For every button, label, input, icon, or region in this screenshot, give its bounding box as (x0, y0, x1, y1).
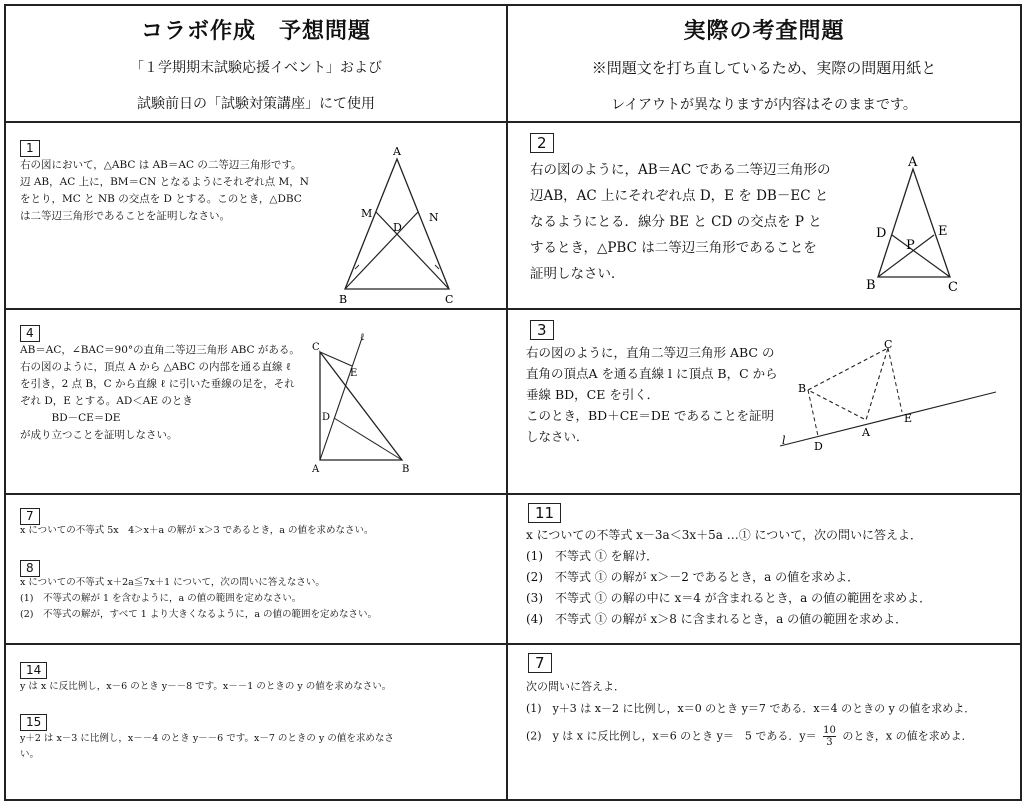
problem-text: 右の図のように，直角二等辺三角形 ABC の 直角の頂点A を通る直線 l に頂点 B，C から 垂線 BD，CE を引く． このとき，BD＋CE＝DE であることを証明 しなさい． (526, 345, 778, 444)
header-left-title: コラボ作成 予想問題 (140, 19, 371, 44)
problem-text-a: y は x に反比例し，x－6 のとき y－－8 です。x－－1 のときの y の値を求めなさい。 (20, 681, 392, 692)
problem-number: 4 (20, 325, 40, 342)
problem-number: 7 (528, 653, 552, 673)
problem-number-b: 8 (20, 560, 40, 577)
header-right-cell (507, 5, 1021, 122)
line-l-label: ℓ (360, 332, 365, 343)
comparison-table (4, 4, 1022, 801)
point-d-label: D (322, 412, 331, 423)
fraction-denominator: 3 (826, 737, 833, 748)
row4-left-cell (5, 644, 507, 800)
point-e-label: E (350, 368, 358, 379)
problem-text-a: x についての不等式 5x 4＞x＋a の解が x＞3 であるとき，a の値を求めなさい。 (20, 525, 374, 536)
question-2 (526, 725, 1016, 748)
problem-intro: 次の問いに答えよ． (526, 680, 625, 693)
point-p-label: P (906, 238, 915, 253)
problem-text: 右の図のように，AB＝AC である二等辺三角形の 辺AB，AC 上にそれぞれ点 D，E を DB－EC と なるようにとる．線分 BE と CD の交点を P と するとき，△PBC は二等辺三角形であることを 証明しなさい． (530, 162, 831, 282)
problem-number: 2 (530, 133, 554, 153)
point-e-label: E (904, 412, 913, 425)
vertex-a-label: A (862, 426, 870, 439)
line-l-label: l (782, 434, 786, 447)
vertex-c-label: C (445, 293, 454, 306)
triangle-figure (858, 157, 968, 297)
question-1: (1) y＋3 は x－2 に比例し，x＝0 のとき y＝7 である．x＝4 のときの y の値を求めよ． (526, 702, 976, 715)
problem-number-a: 14 (20, 662, 47, 679)
header-right-title: 実際の考査問題 (683, 19, 845, 44)
right-isosceles-figure (302, 330, 432, 480)
problem-number: 11 (528, 503, 561, 523)
header-left-line2: 試験前日の「試験対策講座」にて使用 (137, 96, 375, 112)
question-2-pre: (2) y は x に反比例し，x＝6 のとき y＝ 5 である．y＝ (526, 729, 817, 743)
point-d-label: D (876, 226, 887, 241)
header-right-line1: ※問題文を打ち直しているため、実際の問題用紙と (591, 59, 937, 77)
point-m-label: M (361, 207, 373, 220)
vertex-c-label: C (884, 338, 893, 351)
row1-left-cell (5, 122, 507, 309)
header-left-cell (5, 5, 507, 122)
row3-right-cell (507, 494, 1021, 644)
header-left-line1: 「１学期期末試験応援イベント」および (130, 60, 382, 76)
vertex-b-label: B (402, 464, 410, 475)
problem-number-b: 15 (20, 714, 47, 731)
problem-number-a: 7 (20, 508, 40, 525)
vertex-c-label: C (948, 280, 958, 295)
vertex-b-label: B (866, 278, 876, 293)
isosceles-triangle-figure (331, 145, 471, 306)
point-d-label: D (393, 221, 402, 234)
problem-text: x についての不等式 x－3a＜3x＋5a …① について，次の問いに答えよ． (1) 不等式 ① を解け． (2) 不等式 ① の解が x＞－2 であるとき，a の値を求めよ． (3) 不等式 ① の解の中に x＝4 が含まれるとき，a の値の範囲を求めよ． (4) 不等式 ① の解が x＞8 に含まれるとき，a の値の範囲を求めよ． (526, 528, 932, 626)
perpendicular-figure (768, 340, 1018, 460)
problem-text: 右の図において，△ABC は AB＝AC の二等辺三角形です。 辺 AB，AC 上に，BM＝CN となるようにそれぞれ点 M，N をとり，MC と NB の交点を D とする。このとき，△DBC は二等辺三角形であることを証明しなさい。 (20, 159, 309, 222)
row3-left-cell (5, 494, 507, 644)
question-2-post: のとき，x の値を求めよ． (842, 729, 973, 743)
problem-text: AB＝AC，∠BAC＝90°の直角二等辺三角形 ABC がある。 右の図のように，頂点 A から △ABC の内部を通る直線 ℓ を引き，2 点 B，C から直線 ℓ に引いた垂線の足を，それ ぞれ D，E とする。AD＜AE のとき BD－CE＝DE が成り立つことを証明しなさい。 (20, 344, 300, 441)
point-e-label: E (938, 224, 948, 239)
vertex-a-label: A (908, 155, 918, 170)
vertex-b-label: B (798, 382, 807, 395)
row2-right-cell (507, 309, 1021, 494)
row1-right-cell (507, 122, 1021, 309)
row4-right-cell (507, 644, 1021, 800)
header-right-line2: レイアウトが異なりますが内容はそのままです。 (611, 97, 917, 113)
vertex-a-label: A (393, 145, 401, 158)
vertex-a-label: A (312, 464, 320, 475)
fraction-numerator: 10 (823, 725, 836, 736)
point-n-label: N (429, 211, 439, 224)
point-d-label: D (814, 440, 823, 453)
problem-text-b: x についての不等式 x＋2a≦7x＋1 について，次の問いに答えなさい。 (1) 不等式の解が 1 を含むように，a の値の範囲を定めなさい。 (2) 不等式の解が，すべて 1 より大きくなるように，a の値の範囲を定めなさい。 (20, 577, 378, 620)
vertex-c-label: C (312, 342, 320, 353)
problem-number: 3 (530, 320, 554, 340)
row2-left-cell (5, 309, 507, 494)
problem-number: 1 (20, 140, 40, 157)
problem-text-b: y＋2 は x－3 に比例し，x－－4 のとき y－－6 です。x－7 のときの y の値を求めなさ い。 (20, 733, 394, 760)
vertex-b-label: B (339, 293, 348, 306)
